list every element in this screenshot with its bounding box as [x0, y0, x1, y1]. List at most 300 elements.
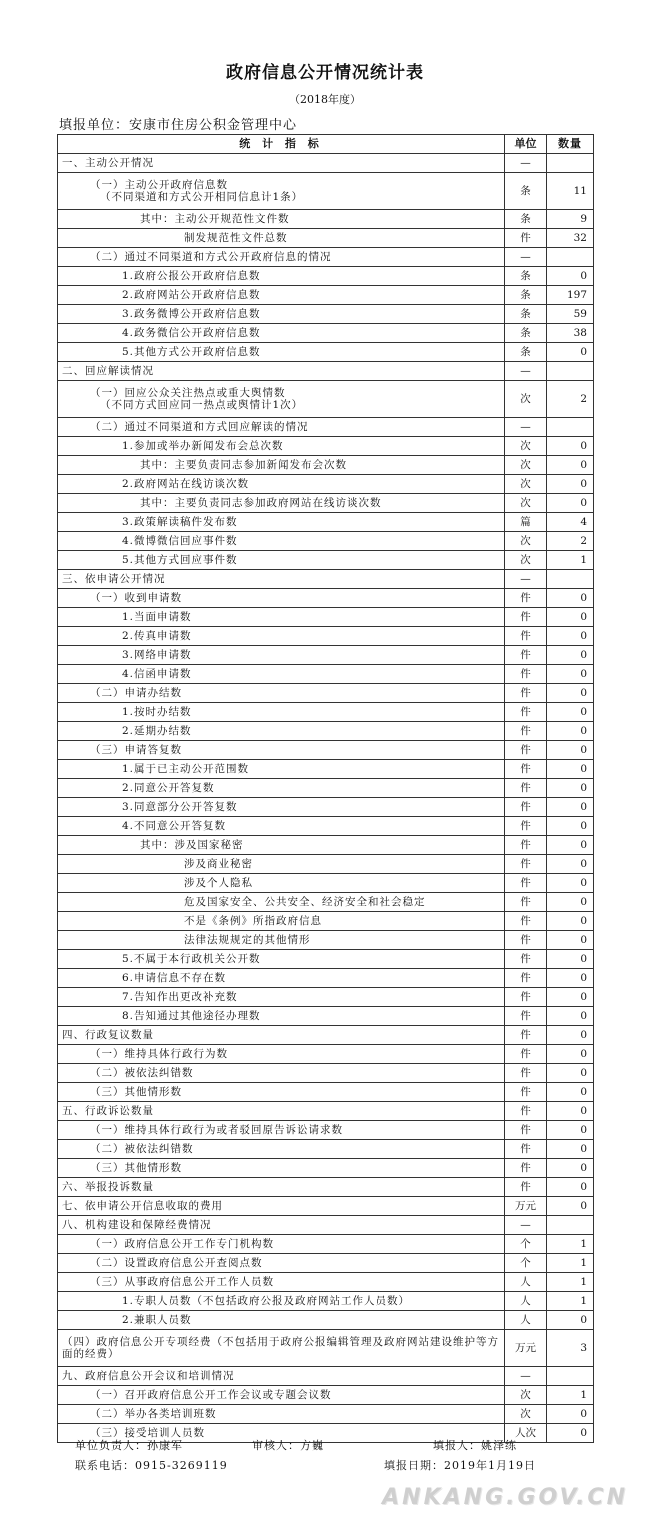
value-cell: 0 [547, 646, 594, 665]
unit-cell: 次 [505, 381, 547, 418]
table-row [58, 362, 594, 381]
value-cell: 0 [547, 1424, 594, 1443]
indicator-cell [58, 475, 505, 494]
value-cell: 0 [547, 1102, 594, 1121]
value-cell: 1 [547, 551, 594, 570]
indicator-label: （一）维持具体行政行为数 [90, 1048, 228, 1060]
indicator-cell [58, 1405, 505, 1424]
indicator-note: （不同方式回应同一热点或舆情计1次） [100, 399, 304, 411]
table-row [58, 1102, 594, 1121]
unit-cell: 件 [505, 589, 547, 608]
indicator-cell [58, 855, 505, 874]
unit-cell: 人次 [505, 1424, 547, 1443]
value-cell: 3 [547, 1330, 594, 1367]
table-row [58, 703, 594, 722]
indicator-label: （三）从事政府信息公开工作人员数 [90, 1276, 274, 1288]
table-row [58, 1254, 594, 1273]
indicator-label: 6.申请信息不存在数 [122, 972, 227, 984]
unit-cell: 条 [505, 210, 547, 229]
value-cell: 0 [547, 1121, 594, 1140]
indicator-label: 1.专职人员数（不包括政府公报及政府网站工作人员数） [122, 1295, 411, 1307]
value-cell: 0 [547, 627, 594, 646]
value-cell: 0 [547, 703, 594, 722]
unit-cell: 件 [505, 1026, 547, 1045]
value-cell: 0 [547, 950, 594, 969]
indicator-cell [58, 437, 505, 456]
indicator-label: 7.告知作出更改补充数 [122, 991, 238, 1003]
table-row [58, 589, 594, 608]
indicator-cell [58, 494, 505, 513]
table-row [58, 1026, 594, 1045]
value-cell: 1 [547, 1292, 594, 1311]
value-cell: 1 [547, 1386, 594, 1405]
indicator-cell [58, 210, 505, 229]
indicator-cell [58, 532, 505, 551]
indicator-label: 其中：涉及国家秘密 [140, 839, 244, 851]
indicator-label: 1.属于已主动公开范围数 [122, 763, 250, 775]
table-row [58, 324, 594, 343]
unit-cell: 件 [505, 1064, 547, 1083]
indicator-label: 3.网络申请数 [122, 649, 192, 661]
indicator-cell [58, 1045, 505, 1064]
column-header-unit: 单位 [505, 135, 547, 154]
indicator-label: 4.信函申请数 [122, 668, 192, 680]
indicator-cell [58, 779, 505, 798]
unit-cell: 件 [505, 817, 547, 836]
unit-cell: 件 [505, 1083, 547, 1102]
indicator-label: 2.兼职人员数 [122, 1314, 192, 1326]
value-cell: 0 [547, 1140, 594, 1159]
value-cell [547, 154, 594, 173]
indicator-cell [58, 1159, 505, 1178]
unit-cell: 人 [505, 1292, 547, 1311]
value-cell [547, 362, 594, 381]
indicator-cell [58, 1102, 505, 1121]
indicator-cell [58, 1235, 505, 1254]
unit-cell: 件 [505, 703, 547, 722]
indicator-cell [58, 1254, 505, 1273]
table-row [58, 570, 594, 589]
indicator-label: 8.告知通过其他途径办理数 [122, 1010, 261, 1022]
indicator-cell [58, 931, 505, 950]
value-cell: 0 [547, 456, 594, 475]
unit-cell: — [505, 362, 547, 381]
indicator-label: （一）回应公众关注热点或重大舆情数 [90, 387, 286, 399]
unit-cell: 次 [505, 494, 547, 513]
indicator-label: 4.微博微信回应事件数 [122, 535, 238, 547]
indicator-label: 三、依申请公开情况 [62, 573, 166, 585]
unit-cell: 件 [505, 741, 547, 760]
unit-cell: 条 [505, 324, 547, 343]
indicator-cell [58, 893, 505, 912]
indicator-label: 危及国家安全、公共安全、经济安全和社会稳定 [184, 896, 426, 908]
indicator-cell [58, 1197, 505, 1216]
unit-cell: 次 [505, 1405, 547, 1424]
indicator-label: 制发规范性文件总数 [184, 232, 288, 244]
value-cell: 0 [547, 267, 594, 286]
table-row [58, 836, 594, 855]
indicator-label: 3.政策解读稿件发布数 [122, 516, 238, 528]
indicator-cell [58, 684, 505, 703]
table-row [58, 173, 594, 210]
value-cell: 197 [547, 286, 594, 305]
unit-cell: 件 [505, 988, 547, 1007]
table-row [58, 893, 594, 912]
indicator-cell [58, 1140, 505, 1159]
indicator-label: 法律法规规定的其他情形 [184, 934, 311, 946]
indicator-label: （三）其他情形数 [90, 1162, 182, 1174]
site-watermark: ANKANG.GOV.CN [382, 1485, 628, 1510]
table-row [58, 1064, 594, 1083]
value-cell: 2 [547, 381, 594, 418]
table-row [58, 741, 594, 760]
report-year: （2018年度） [289, 93, 361, 106]
indicator-cell [58, 608, 505, 627]
unit-cell: 件 [505, 760, 547, 779]
unit-cell: 件 [505, 1102, 547, 1121]
value-cell: 0 [547, 608, 594, 627]
indicator-label: 3.政务微博公开政府信息数 [122, 308, 261, 320]
value-cell: 0 [547, 665, 594, 684]
indicator-label: （三）申请答复数 [90, 744, 182, 756]
unit-cell: 次 [505, 475, 547, 494]
indicator-cell [58, 248, 505, 267]
responsible-person: 单位负责人：孙康军 [75, 1439, 183, 1452]
indicator-label: 1.当面申请数 [122, 611, 192, 623]
unit-cell: 条 [505, 173, 547, 210]
unit-cell: 件 [505, 1159, 547, 1178]
indicator-cell [58, 1311, 505, 1330]
column-header-value: 数量 [547, 135, 594, 154]
value-cell: 0 [547, 437, 594, 456]
indicator-label: 1.按时办结数 [122, 706, 192, 718]
value-cell [547, 570, 594, 589]
unit-cell: 件 [505, 722, 547, 741]
indicator-cell [58, 950, 505, 969]
indicator-cell [58, 1083, 505, 1102]
table-row [58, 722, 594, 741]
indicator-label: 不是《条例》所指政府信息 [184, 915, 322, 927]
indicator-label: （一）政府信息公开工作专门机构数 [90, 1238, 274, 1250]
table-row [58, 627, 594, 646]
value-cell: 0 [547, 1045, 594, 1064]
unit-cell: 人 [505, 1311, 547, 1330]
value-cell [547, 248, 594, 267]
unit-cell: 条 [505, 305, 547, 324]
indicator-label: 其中：主要负责同志参加政府网站在线访谈次数 [140, 497, 382, 509]
table-row [58, 931, 594, 950]
value-cell: 1 [547, 1235, 594, 1254]
value-cell: 9 [547, 210, 594, 229]
indicator-label: 1.政府公报公开政府信息数 [122, 270, 261, 282]
indicator-cell [58, 1386, 505, 1405]
value-cell [547, 1367, 594, 1386]
unit-cell: 件 [505, 646, 547, 665]
table-row [58, 229, 594, 248]
indicator-label: （二）通过不同渠道和方式公开政府信息的情况 [90, 251, 332, 263]
unit-cell: 件 [505, 1140, 547, 1159]
indicator-label: 八、机构建设和保障经费情况 [62, 1219, 212, 1231]
table-row [58, 874, 594, 893]
indicator-label: 六、举报投诉数量 [62, 1181, 154, 1193]
unit-cell: 次 [505, 1386, 547, 1405]
table-row [58, 154, 594, 173]
value-cell: 0 [547, 1083, 594, 1102]
table-row [58, 760, 594, 779]
value-cell: 0 [547, 1026, 594, 1045]
unit-cell: 件 [505, 1121, 547, 1140]
value-cell: 0 [547, 1007, 594, 1026]
unit-cell: 件 [505, 229, 547, 248]
indicator-cell [58, 1064, 505, 1083]
indicator-label: （四）政府信息公开专项经费（不包括用于政府公报编辑管理及政府网站建设维护等方面的经费） [62, 1336, 499, 1360]
indicator-cell [58, 154, 505, 173]
table-row [58, 513, 594, 532]
unit-cell: 条 [505, 267, 547, 286]
table-row [58, 1235, 594, 1254]
unit-cell: 个 [505, 1235, 547, 1254]
indicator-cell [58, 343, 505, 362]
table-row [58, 969, 594, 988]
unit-cell: 件 [505, 950, 547, 969]
indicator-cell [58, 381, 505, 418]
indicator-cell [58, 286, 505, 305]
indicator-label: （一）维持具体行政行为或者驳回原告诉讼请求数 [90, 1124, 343, 1136]
value-cell: 0 [547, 741, 594, 760]
indicator-note: （不同渠道和方式公开相同信息计1条） [100, 191, 304, 203]
table-row [58, 1045, 594, 1064]
value-cell: 0 [547, 912, 594, 931]
unit-cell: 件 [505, 874, 547, 893]
indicator-cell [58, 836, 505, 855]
value-cell: 0 [547, 798, 594, 817]
unit-cell: 件 [505, 1045, 547, 1064]
value-cell: 4 [547, 513, 594, 532]
value-cell [547, 1216, 594, 1235]
table-row [58, 456, 594, 475]
value-cell: 0 [547, 855, 594, 874]
table-row [58, 1197, 594, 1216]
table-row [58, 475, 594, 494]
indicator-cell [58, 988, 505, 1007]
indicator-label: 3.同意部分公开答复数 [122, 801, 238, 813]
table-row [58, 532, 594, 551]
indicator-label: 一、主动公开情况 [62, 157, 154, 169]
indicator-cell [58, 1273, 505, 1292]
indicator-cell [58, 798, 505, 817]
unit-cell: 个 [505, 1254, 547, 1273]
unit-cell: 件 [505, 969, 547, 988]
indicator-cell [58, 1292, 505, 1311]
indicator-label: 5.其他方式回应事件数 [122, 554, 238, 566]
value-cell: 0 [547, 722, 594, 741]
indicator-cell [58, 760, 505, 779]
value-cell: 0 [547, 836, 594, 855]
indicator-cell [58, 513, 505, 532]
unit-cell: 件 [505, 665, 547, 684]
table-row [58, 1330, 594, 1367]
indicator-cell [58, 874, 505, 893]
indicator-cell [58, 1216, 505, 1235]
indicator-label: 2.政府网站公开政府信息数 [122, 289, 261, 301]
indicator-cell [58, 1121, 505, 1140]
page-title: 政府信息公开情况统计表 [226, 63, 424, 83]
table-row [58, 210, 594, 229]
unit-cell: 件 [505, 798, 547, 817]
table-row [58, 248, 594, 267]
table-row [58, 343, 594, 362]
value-cell: 11 [547, 173, 594, 210]
indicator-label: 九、政府信息公开会议和培训情况 [62, 1370, 235, 1382]
indicator-cell [58, 589, 505, 608]
indicator-label: （一）主动公开政府信息数 [90, 179, 228, 191]
indicator-cell [58, 456, 505, 475]
indicator-cell [58, 722, 505, 741]
table-row [58, 1216, 594, 1235]
unit-cell: 件 [505, 931, 547, 950]
unit-cell: 件 [505, 855, 547, 874]
unit-cell: 件 [505, 912, 547, 931]
indicator-label: 2.同意公开答复数 [122, 782, 215, 794]
value-cell: 0 [547, 874, 594, 893]
table-row [58, 817, 594, 836]
value-cell: 59 [547, 305, 594, 324]
indicator-cell [58, 646, 505, 665]
indicator-label: （二）被依法纠错数 [90, 1143, 194, 1155]
value-cell [547, 418, 594, 437]
table-row [58, 1273, 594, 1292]
report-date: 填报日期：2019年1月19日 [384, 1459, 536, 1472]
table-row [58, 1405, 594, 1424]
contact-phone: 联系电话：0915-3269119 [75, 1459, 228, 1472]
unit-cell: — [505, 1367, 547, 1386]
value-cell: 0 [547, 1197, 594, 1216]
indicator-cell [58, 570, 505, 589]
table-row [58, 1386, 594, 1405]
indicator-cell [58, 362, 505, 381]
indicator-cell [58, 418, 505, 437]
value-cell: 0 [547, 779, 594, 798]
unit-cell: 件 [505, 684, 547, 703]
indicator-cell [58, 912, 505, 931]
table-row [58, 305, 594, 324]
indicator-label: 1.参加或举办新闻发布会总次数 [122, 440, 284, 452]
column-header-indicator: 统 计 指 标 [58, 135, 505, 154]
filler: 填报人：姚泽练 [433, 1439, 517, 1452]
reviewer: 审核人：方巍 [252, 1439, 324, 1452]
reporting-unit: 填报单位：安康市住房公积金管理中心 [59, 118, 298, 133]
unit-cell: 条 [505, 286, 547, 305]
indicator-cell [58, 1007, 505, 1026]
unit-cell: — [505, 1216, 547, 1235]
table-row [58, 855, 594, 874]
table-row [58, 1007, 594, 1026]
value-cell: 0 [547, 1405, 594, 1424]
value-cell: 0 [547, 684, 594, 703]
table-row [58, 437, 594, 456]
unit-cell: 件 [505, 836, 547, 855]
table-row [58, 1159, 594, 1178]
value-cell: 0 [547, 1178, 594, 1197]
unit-cell: 万元 [505, 1197, 547, 1216]
table-row [58, 1292, 594, 1311]
indicator-label: （一）召开政府信息公开工作会议或专题会议数 [90, 1389, 332, 1401]
table-row [58, 267, 594, 286]
value-cell: 0 [547, 589, 594, 608]
indicator-label: 其中：主要负责同志参加新闻发布会次数 [140, 459, 347, 471]
indicator-label: 五、行政诉讼数量 [62, 1105, 154, 1117]
value-cell: 1 [547, 1273, 594, 1292]
unit-cell: — [505, 418, 547, 437]
indicator-cell [58, 267, 505, 286]
indicator-cell [58, 1367, 505, 1386]
indicator-label: （三）接受培训人员数 [90, 1427, 205, 1439]
indicator-label: 涉及个人隐私 [184, 877, 253, 889]
unit-cell: 件 [505, 1178, 547, 1197]
table-row [58, 1140, 594, 1159]
table-row [58, 551, 594, 570]
table-row [58, 494, 594, 513]
table-row [58, 798, 594, 817]
indicator-label: 5.不属于本行政机关公开数 [122, 953, 261, 965]
indicator-label: （二）被依法纠错数 [90, 1067, 194, 1079]
indicator-cell [58, 1178, 505, 1197]
unit-cell: 次 [505, 551, 547, 570]
indicator-cell [58, 324, 505, 343]
unit-cell: 篇 [505, 513, 547, 532]
indicator-label: 5.其他方式公开政府信息数 [122, 346, 261, 358]
indicator-cell [58, 551, 505, 570]
indicator-label: 2.政府网站在线访谈次数 [122, 478, 250, 490]
value-cell: 0 [547, 893, 594, 912]
unit-cell: 件 [505, 608, 547, 627]
indicator-cell [58, 665, 505, 684]
unit-cell: 件 [505, 1007, 547, 1026]
table-row [58, 1121, 594, 1140]
indicator-label: 七、依申请公开信息收取的费用 [62, 1200, 223, 1212]
indicator-label: 二、回应解读情况 [62, 365, 154, 377]
value-cell: 1 [547, 1254, 594, 1273]
value-cell: 38 [547, 324, 594, 343]
table-row [58, 1367, 594, 1386]
indicator-cell [58, 173, 505, 210]
table-row [58, 1311, 594, 1330]
indicator-cell [58, 1330, 505, 1367]
value-cell: 0 [547, 343, 594, 362]
value-cell: 0 [547, 1064, 594, 1083]
unit-cell: — [505, 570, 547, 589]
value-cell: 0 [547, 1159, 594, 1178]
unit-cell: — [505, 248, 547, 267]
table-header-row [58, 135, 594, 154]
unit-cell: 条 [505, 343, 547, 362]
value-cell: 0 [547, 969, 594, 988]
value-cell: 0 [547, 494, 594, 513]
indicator-label: 四、行政复议数量 [62, 1029, 154, 1041]
table-row [58, 950, 594, 969]
statistics-table [57, 134, 594, 1443]
table-row [58, 608, 594, 627]
value-cell: 0 [547, 475, 594, 494]
indicator-label: 4.不同意公开答复数 [122, 820, 227, 832]
table-row [58, 779, 594, 798]
table-row [58, 665, 594, 684]
value-cell: 0 [547, 817, 594, 836]
unit-cell: 次 [505, 532, 547, 551]
unit-cell: — [505, 154, 547, 173]
indicator-label: 其中：主动公开规范性文件数 [140, 213, 290, 225]
indicator-cell [58, 741, 505, 760]
